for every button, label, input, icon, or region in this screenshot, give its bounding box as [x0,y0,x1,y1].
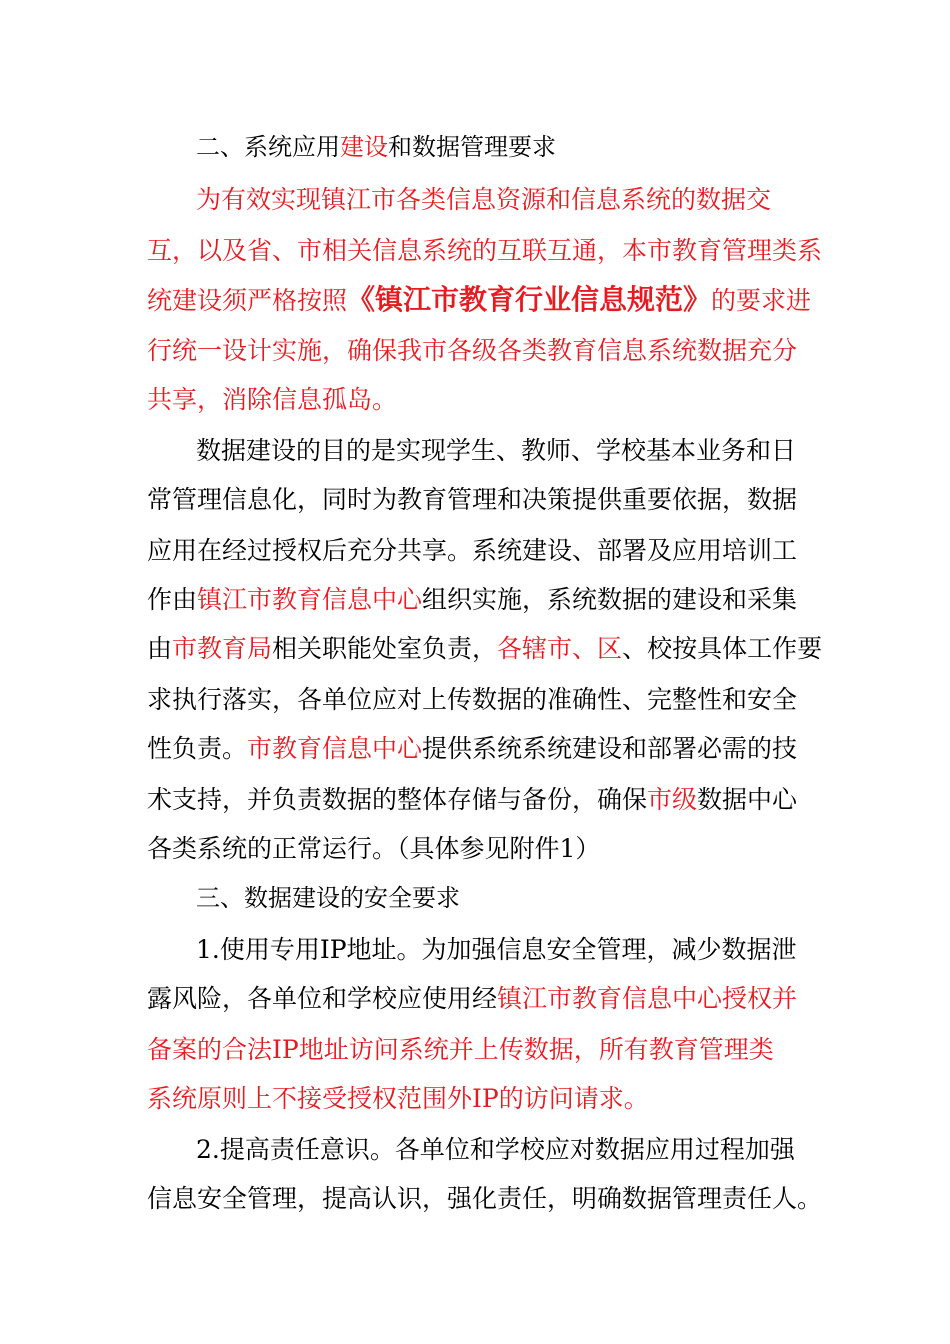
section-3-heading: 三、数据建设的安全要求 [196,884,460,912]
paragraph-text: 由 [147,634,173,663]
heading-text: 和数据管理要求 [388,133,556,161]
paragraph-line: 常管理信息化，同时为教育管理和决策提供重要依据，数据 [147,485,798,514]
paragraph-line [147,783,797,817]
paragraph-line: 为有效实现镇江市各类信息资源和信息系统的数据交 [196,185,772,214]
paragraph-line [147,583,797,617]
paragraph-text: 的要求进 [711,286,812,315]
org-name: 市级 [647,785,698,814]
org-name: 市教育局 [172,634,273,663]
paragraph-line: 2.提高责任意识。各单位和学校应对数据应用过程加强 [196,1135,795,1164]
paragraph-line: 行统一设计实施，确保我市各级各类教育信息系统数据充分 [147,336,798,365]
paragraph-highlight: 镇江市教育信息中心授权并 [497,984,798,1013]
paragraph-line [147,632,822,666]
paragraph-text: 数据中心 [697,785,798,814]
paragraph-line: 各类系统的正常运行。（具体参见附件1） [147,834,601,863]
heading-highlight: 建设 [340,133,388,161]
section-2-heading [196,130,556,164]
paragraph-line: 备案的合法IP地址访问系统并上传数据，所有教育管理类 [147,1035,774,1064]
paragraph-line: 数据建设的目的是实现学生、教师、学校基本业务和日 [196,436,797,465]
paragraph-text: 、校按具体工作要 [622,634,823,663]
paragraph-line [147,732,797,766]
paragraph-line [147,283,811,318]
paragraph-text: 提供系统系统建设和部署必需的技 [422,734,798,763]
paragraph-line [147,982,797,1016]
paragraph-text: 相关职能处室负责， [272,634,498,663]
paragraph-line: 信息安全管理，提高认识，强化责任，明确数据管理责任人。 [147,1184,823,1213]
org-name: 市教育信息中心 [247,734,423,763]
paragraph-line: 共享，消除信息孤岛。 [147,385,398,414]
paragraph-line: 系统原则上不接受授权范围外IP的访问请求。 [147,1084,649,1113]
paragraph-text: 作由 [147,585,198,614]
paragraph-text: 统建设须严格按照 [147,286,348,315]
paragraph-line: 求执行落实，各单位应对上传数据的准确性、完整性和安全 [147,685,798,714]
paragraph-text: 露风险，各单位和学校应使用经 [147,984,498,1013]
paragraph-text: 组织实施，系统数据的建设和采集 [422,585,798,614]
paragraph-line: 1.使用专用IP地址。为加强信息安全管理，减少数据泄 [196,935,797,964]
heading-text: 二、系统应用 [196,133,340,161]
paragraph-line: 互，以及省、市相关信息系统的互联互通，本市教育管理类系 [147,236,823,265]
org-name: 镇江市教育信息中心 [197,585,423,614]
paragraph-line: 应用在经过授权后充分共享。系统建设、部署及应用培训工 [147,536,798,565]
paragraph-text: 术支持，并负责数据的整体存储与备份，确保 [147,785,648,814]
paragraph-text: 性负责。 [147,734,248,763]
standard-title: 《镇江市教育行业信息规范》 [347,283,712,316]
org-name: 各辖市、区 [497,634,623,663]
